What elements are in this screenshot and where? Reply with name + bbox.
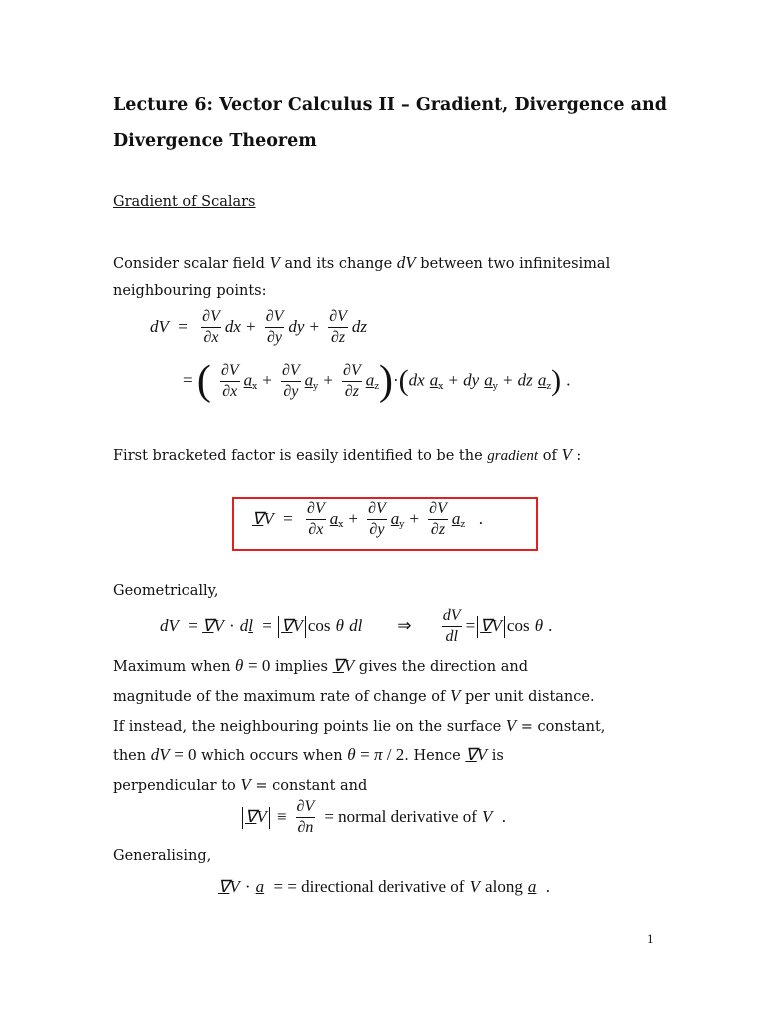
equation-normal-derivative: ∇V ≡ $\frac{\partial V}{\partial n}$ = normal derivative of V . <box>240 797 506 838</box>
perpendicular-line: perpendicular to V = constant and <box>113 775 368 794</box>
equation-dv-expansion: dV = $\frac{\partial V}{\partial x}$ dx + $\frac{\partial V}{\partial y}$ dy + $\frac{\partial V}{\partial z}$ dz <box>150 308 368 346</box>
title-line-2: Divergence Theorem <box>113 131 317 151</box>
equation-geometric: dV = ∇V · dl = ∇V cos θ dl ⇒ $\frac{dV}{dl}$ = ∇V cos θ . <box>160 607 553 645</box>
then-line: then dV = 0 which occurs when θ = π / 2. Hence ∇V is <box>113 745 504 764</box>
geometrically-label: Geometrically, <box>113 583 219 599</box>
section-heading: Gradient of Scalars <box>113 194 256 210</box>
equation-dot-product: = ( $\frac{\partial V}{\partial x}$ ax + $\frac{\partial V}{\partial y}$ ay + $\frac{\partial V}{\partial z}$ az)·(dx ax + dy ay + dz az) . <box>183 358 571 404</box>
paragraph-2: First bracketed factor is easily identified to be the gradient of V : <box>113 445 582 464</box>
title-line-1: Lecture 6: Vector Calculus II – Gradient, Divergence and <box>113 95 667 115</box>
paragraph-1-line-2: neighbouring points: <box>113 283 267 299</box>
gradient-definition: ∇V = $\frac{\partial V}{\partial x}$ ax + $\frac{\partial V}{\partial y}$ ay + $\frac{\partial V}{\partial z}$ az . <box>252 500 483 538</box>
magnitude-line: magnitude of the maximum rate of change of V per unit distance. <box>113 686 595 705</box>
maximum-line: Maximum when θ = 0 implies ∇V gives the direction and <box>113 656 528 675</box>
if-instead-line: If instead, the neighbouring points lie on the surface V = constant, <box>113 716 606 735</box>
equation-directional-derivative: ∇V · a = = directional derivative of V along a . <box>218 877 551 896</box>
generalising-label: Generalising, <box>113 848 212 864</box>
paragraph-1-line-1: Consider scalar field V and its change dV between two infinitesimal <box>113 253 611 272</box>
page-number: 1 <box>647 931 654 946</box>
